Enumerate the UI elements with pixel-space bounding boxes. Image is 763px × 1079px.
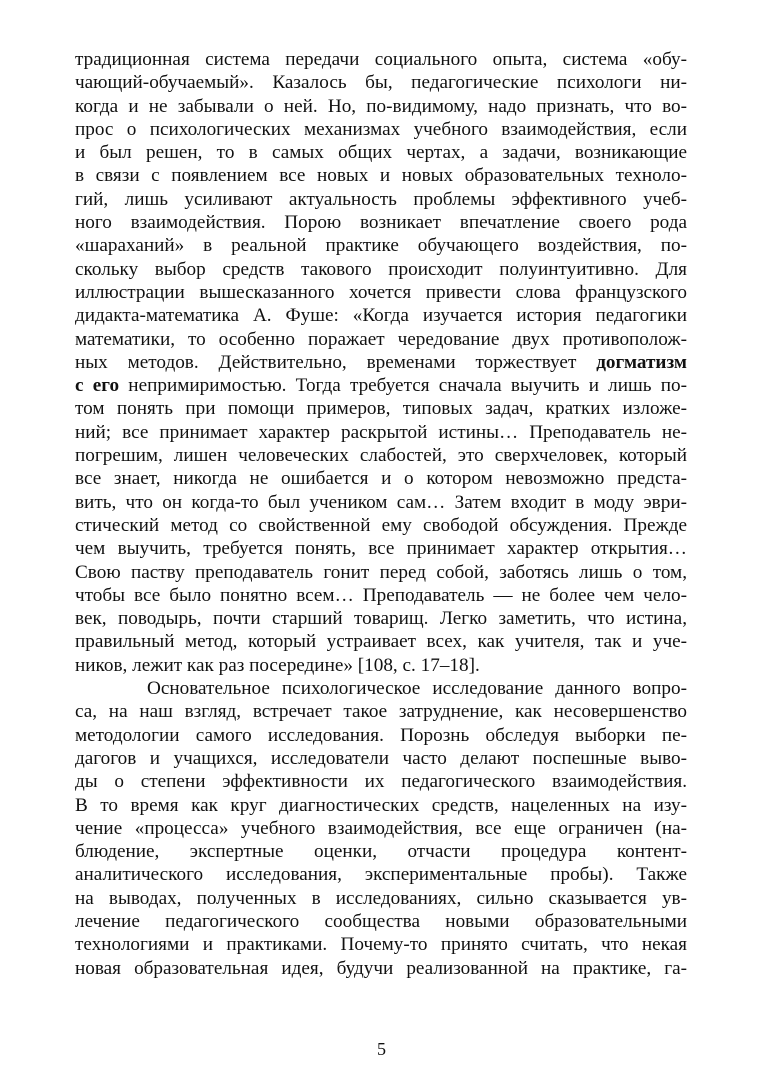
text-line: технологиями и практиками. Почему-то принято считать, что некая bbox=[75, 934, 687, 956]
text-line: математики, то особенно поражает чередование двух противополож- bbox=[75, 328, 687, 350]
paragraph-1 bbox=[75, 48, 687, 677]
text-line: методологии самого исследования. Порознь обследуя выборки пе- bbox=[75, 724, 687, 746]
text-line: ников, лежит как раз посередине» [108, с. 17–18]. bbox=[75, 654, 480, 676]
text-line-with-bold bbox=[75, 374, 687, 397]
text-line: лечение педагогического сообщества новыми образовательными bbox=[75, 910, 687, 932]
text-line: дагогов и учащихся, исследователи часто делают поспешные выво- bbox=[75, 747, 687, 769]
text-segment: непримиримостью. Тогда требуется сначала выучить и лишь по- bbox=[128, 375, 688, 397]
page-body bbox=[75, 48, 687, 980]
text-line: погрешим, лишен человеческих слабостей, это сверхчеловек, который bbox=[75, 445, 687, 467]
text-line: чение «процесса» учебного взаимодействия, все еще ограничен (на- bbox=[75, 817, 687, 839]
text-line: В то время как круг диагностических средств, нацеленных на изу- bbox=[75, 794, 687, 816]
text-line: дидакта-математика А. Фуше: «Когда изучается история педагогики bbox=[75, 305, 687, 327]
text-line: блюдение, экспертные оценки, отчасти процедура контент- bbox=[75, 841, 687, 863]
text-line: ного взаимодействия. Порою возникает впечатление своего рода bbox=[75, 212, 687, 234]
text-line: аналитического исследования, экспериментальные пробы). Также bbox=[75, 864, 687, 886]
bold-term: догматизм bbox=[596, 351, 687, 373]
text-line: Основательное психологическое исследование данного вопро- bbox=[147, 678, 687, 700]
text-line: вить, что он когда-то был учеником сам… Затем входит в моду эври- bbox=[75, 491, 687, 513]
text-line: чающий-обучаемый». Казалось бы, педагогические психологи ни- bbox=[75, 72, 687, 94]
text-line: в связи с появлением все новых и новых образовательных техноло- bbox=[75, 165, 687, 187]
text-line: том понять при помощи примеров, типовых задач, кратких изложе- bbox=[75, 398, 687, 420]
text-line: и был решен, то в самых общих чертах, а задачи, возникающие bbox=[75, 142, 687, 164]
text-line: скольку выбор средств такового происходит полуинтуитивно. Для bbox=[75, 258, 687, 280]
text-line: когда и не забывали о ней. Но, по-видимому, надо признать, что во- bbox=[75, 95, 687, 117]
text-line: новая образовательная идея, будучи реализованной на практике, га- bbox=[75, 957, 687, 979]
text-line: «шараханий» в реальной практике обучающего воздействия, по- bbox=[75, 235, 687, 257]
text-segment: ных методов. Действительно, временами торжествует bbox=[75, 351, 577, 373]
text-line: ды о степени эффективности их педагогического взаимодействия. bbox=[75, 771, 687, 793]
text-line: чем выучить, требуется понять, все принимает характер открытия… bbox=[75, 538, 687, 560]
text-line: ний; все принимает характер раскрытой истины… Преподаватель не- bbox=[75, 421, 687, 443]
text-line: Свою паству преподаватель гонит перед собой, заботясь лишь о том, bbox=[75, 561, 687, 583]
text-line: гий, лишь усиливают актуальность проблемы эффективного учеб- bbox=[75, 188, 687, 210]
text-line: са, на наш взгляд, встречает такое затруднение, как несовершенство bbox=[75, 701, 687, 723]
text-line-with-bold bbox=[75, 351, 687, 374]
text-line: правильный метод, который устраивает всех, как учителя, так и уче- bbox=[75, 631, 687, 653]
text-line: на выводах, полученных в исследованиях, сильно сказывается ув- bbox=[75, 887, 687, 909]
bold-term: с его bbox=[75, 375, 120, 397]
text-line: иллюстрации вышесказанного хочется привести слова французского bbox=[75, 281, 687, 303]
text-line: век, поводырь, почти старший товарищ. Легко заметить, что истина, bbox=[75, 608, 687, 630]
text-line: чтобы все было понятно всем… Преподаватель — не более чем чело- bbox=[75, 584, 687, 606]
text-line: все знает, никогда не ошибается и о котором невозможно предста- bbox=[75, 468, 687, 490]
text-line: традиционная система передачи социального опыта, система «обу- bbox=[75, 49, 687, 70]
paragraph-2 bbox=[75, 677, 687, 980]
page-number: 5 bbox=[377, 1039, 386, 1059]
text-line: прос о психологических механизмах учебного взаимодействия, если bbox=[75, 118, 687, 140]
text-line: стический метод со свойственной ему свободой обсуждения. Прежде bbox=[75, 514, 687, 536]
